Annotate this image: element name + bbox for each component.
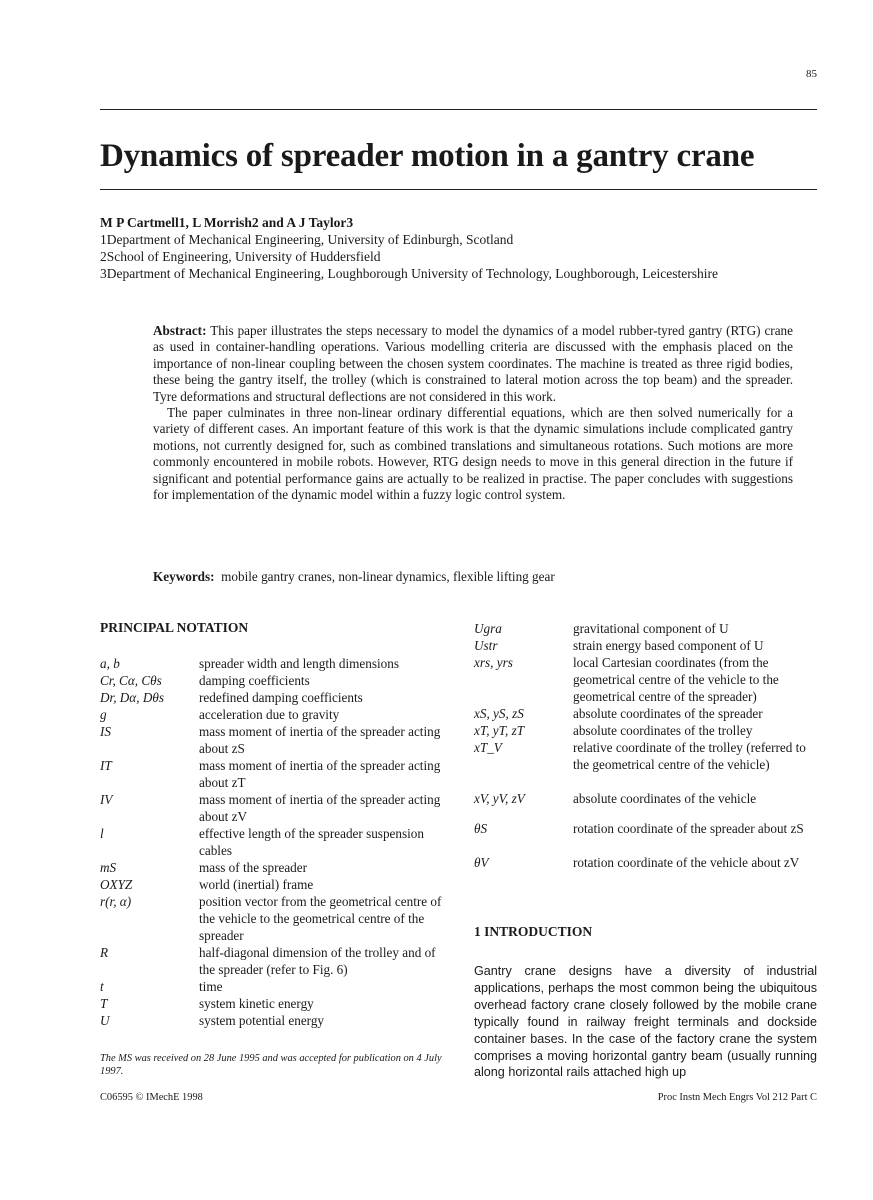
notation-right-definition: strain energy based component of U <box>573 638 764 653</box>
notation-left-definition: spreader width and length dimensions <box>199 656 399 671</box>
notation-right-symbol: θS <box>474 821 488 836</box>
notation-left-symbol: r(r, α) <box>100 894 132 909</box>
notation-right-symbol: xT, yT, zT <box>474 723 525 738</box>
notation-left-symbol: g <box>100 707 107 722</box>
notation-left-definition: mass moment of inertia of the spreader acting about zS <box>199 724 441 756</box>
notation-right-symbol: xrs, yrs <box>474 655 513 670</box>
notation-left-symbol: OXYZ <box>100 877 133 892</box>
notation-left-symbol: l <box>100 826 104 841</box>
received-note: The MS was received on 28 June 1995 and was accepted for publication on 4 July 1997. <box>100 1053 442 1077</box>
abstract <box>153 323 793 503</box>
author-names: M P Cartmell1, L Morrish2 and A J Taylor3 <box>100 215 354 230</box>
affiliation-1: 1Department of Mechanical Engineering, University of Edinburgh, Scotland <box>100 232 514 247</box>
notation-right-symbol: Ustr <box>474 638 498 653</box>
notation-left-definition: effective length of the spreader suspension cables <box>199 826 424 858</box>
notation-right-symbol: θV <box>474 855 489 870</box>
notation-right-definition: absolute coordinates of the vehicle <box>573 791 757 806</box>
page-number: 85 <box>806 68 817 80</box>
copyright: C06595 © IMechE 1998 <box>100 1092 203 1103</box>
notation-left-definition: acceleration due to gravity <box>199 707 340 722</box>
notation-left-definition: mass moment of inertia of the spreader acting about zV <box>199 792 441 824</box>
keywords-label: Keywords: <box>153 569 215 584</box>
notation-right-definition: absolute coordinates of the trolley <box>573 723 753 738</box>
notation-left-symbol: t <box>100 979 104 994</box>
abstract-paragraph-2: The paper culminates in three non-linear ordinary differential equations, which are then solved numerically for a variety of different cases. An important feature of this work is that the dynamic simulations include complicated gantry motions, not currently designed for, such as combined translations and simultaneous rotations. Such motions are more commonly encountered in mobile robots. However, RTG design needs to move in this general direction in the future if significant and potential performance gains are actually to be realized in practise. The paper concludes with suggestions for implementation of the dynamic model within a fuzzy logic control system. <box>153 405 793 503</box>
notation-left-symbol: a, b <box>100 656 120 671</box>
title-rule <box>100 189 817 190</box>
notation-left-definition: damping coefficients <box>199 673 310 688</box>
affiliation-3: 3Department of Mechanical Engineering, Loughborough University of Technology, Loughborough, Leicestershire <box>100 266 719 281</box>
introduction-heading: 1 INTRODUCTION <box>474 924 593 939</box>
notation-right-symbol: xT_V <box>474 740 502 755</box>
affiliation-2: 2School of Engineering, University of Huddersfield <box>100 249 381 264</box>
notation-left-definition: position vector from the geometrical centre of the vehicle to the geometrical centre of the spreader <box>199 894 442 943</box>
notation-left-definition: mass moment of inertia of the spreader acting about zT <box>199 758 441 790</box>
journal-citation: Proc Instn Mech Engrs Vol 212 Part C <box>657 1092 817 1103</box>
notation-left-definition: world (inertial) frame <box>199 877 314 892</box>
notation-right-symbol: xS, yS, zS <box>474 706 524 721</box>
introduction-text: Gantry crane designs have a diversity of industrial applications, perhaps the most common being the ubiquitous overhead factory crane closely followed by the mobile crane typically found in railway freight terminals and dockside container bases. In the case of the factory crane the system comprises a moving horizontal gantry beam (usually running along horizontal rails attached high up <box>474 964 817 1080</box>
notation-right-definition: rotation coordinate of the vehicle about zV <box>573 855 800 870</box>
paper-title: Dynamics of spreader motion in a gantry crane <box>100 138 755 174</box>
notation-left-symbol: R <box>100 945 109 960</box>
notation-right-definition: relative coordinate of the trolley (referred to the geometrical centre of the vehicle) <box>573 740 806 772</box>
notation-right-definition: gravitational component of U <box>573 621 729 636</box>
notation-left-definition: system potential energy <box>199 1013 325 1028</box>
notation-right-symbol: Ugra <box>474 621 502 636</box>
notation-left-definition: time <box>199 979 223 994</box>
notation-left-symbol: Cr, Cα, Cθs <box>100 673 162 688</box>
notation-left-symbol: mS <box>100 860 117 875</box>
notation-left-symbol: T <box>100 996 108 1011</box>
notation-right-symbol: xV, yV, zV <box>474 791 525 806</box>
notation-left-definition: redefined damping coefficients <box>199 690 363 705</box>
abstract-label: Abstract: <box>153 323 207 338</box>
notation-left-symbol: IS <box>100 724 111 739</box>
notation-right-definition: absolute coordinates of the spreader <box>573 706 763 721</box>
notation-left-symbol: IV <box>100 792 113 807</box>
keywords <box>153 569 793 585</box>
notation-left-definition: mass of the spreader <box>199 860 308 875</box>
notation-left-definition: half-diagonal dimension of the trolley and of the spreader (refer to Fig. 6) <box>199 945 436 977</box>
abstract-paragraph-1 <box>153 323 793 405</box>
notation-right-definition: local Cartesian coordinates (from the geometrical centre of the vehicle to the geometrical centre of the spreader) <box>573 655 779 704</box>
notation-left-symbol: IT <box>100 758 112 773</box>
keywords-text: mobile gantry cranes, non-linear dynamics, flexible lifting gear <box>221 569 555 584</box>
notation-heading: PRINCIPAL NOTATION <box>100 620 249 635</box>
notation-left-definition: system kinetic energy <box>199 996 314 1011</box>
notation-left-symbol: U <box>100 1013 110 1028</box>
author-block <box>100 214 718 282</box>
top-rule <box>100 109 817 110</box>
abstract-text-1: This paper illustrates the steps necessary to model the dynamics of a model rubber-tyred gantry (RTG) crane as used in container-handling operations. Various modelling criteria are discussed with the emphasis placed on the importance of non-linear coupling between the chosen system coordinates. The machine is treated as three rigid bodies, these being the gantry itself, the trolley (which is constrained to lateral motion across the top beam) and the spreader. Tyre deformations and structural deflections are not considered in this work. <box>153 323 793 404</box>
notation-right-definition: rotation coordinate of the spreader about zS <box>573 821 804 836</box>
notation-left-symbol: Dr, Dα, Dθs <box>100 690 164 705</box>
